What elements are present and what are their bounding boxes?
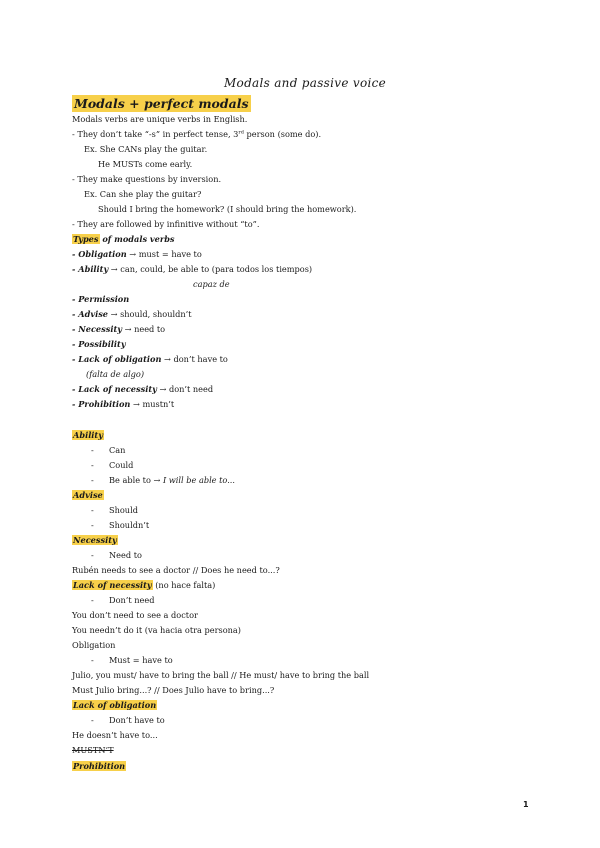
prohibition-heading: Prohibition [73,761,126,771]
types-heading: Types of modals verbs [73,234,175,244]
page-title: Modals and passive voice [223,76,387,90]
lack-necessity-example-1: You don’t need to see a doctor [72,610,198,620]
type-possibility: - Possibility [72,339,126,349]
intro-line-7: Should I bring the homework? (I should bring the homework). [98,204,357,214]
type-advise: - Advise → should, shouldn’t [72,309,192,319]
main-heading: Modals + perfect modals [74,96,249,111]
list-item: - Must = have to [91,655,173,665]
type-lack-of-obligation: - Lack of obligation → don’t have to [72,354,228,364]
type-lack-of-necessity: - Lack of necessity → don’t need [72,384,214,394]
list-item: - Don’t need [91,595,155,605]
type-permission: - Permission [72,294,130,304]
obligation-example-1: Julio, you must/ have to bring the ball // He must/ have to bring the ball [72,670,370,680]
lack-obligation-example: He doesn’t have to... [72,730,158,740]
obligation-example-2: Must Julio bring...? // Does Julio have to bring...? [72,685,275,695]
list-item: - Need to [91,550,142,560]
ability-note: capaz de [193,279,230,289]
page-number: 1 [523,800,529,809]
type-necessity: - Necessity → need to [72,324,166,334]
list-item: - Shouldn’t [91,520,150,530]
intro-line-6: Ex. Can she play the guitar? [84,189,202,199]
type-obligation: - Obligation → must = have to [72,249,202,259]
list-item: - Should [91,505,138,515]
list-item: - Could [91,460,134,470]
ability-heading: Ability [73,430,103,440]
necessity-heading: Necessity [73,535,117,545]
list-item: - Don’t have to [91,715,165,725]
type-prohibition: - Prohibition → mustn’t [72,399,175,409]
intro-line-4: He MUSTs come early. [98,159,193,169]
lack-necessity-example-2: You needn’t do it (va hacia otra persona) [72,625,241,635]
type-ability: - Ability → can, could, be able to (para todos los tiempos) [72,264,313,274]
obligation-heading: Obligation [72,640,116,650]
advise-heading: Advise [73,490,103,500]
intro-line-1: Modals verbs are unique verbs in English. [72,114,248,124]
intro-line-5: - They make questions by inversion. [72,174,222,184]
lack-of-obligation-heading: Lack of obligation [73,700,157,710]
lack-of-necessity-heading: Lack of necessity (no hace falta) [73,580,216,590]
necessity-example: Rubén needs to see a doctor // Does he need to...? [72,565,280,575]
struck-text: MUSTN’T [72,745,114,755]
intro-line-2: - They don’t take “-s” in perfect tense, 3rd person (some do). [72,129,322,139]
intro-line-8: - They are followed by infinitive without “to”. [72,219,260,229]
lack-note: (falta de algo) [86,369,145,379]
list-item: - Be able to → I will be able to... [91,475,236,485]
intro-line-3: Ex. She CANs play the guitar. [84,144,208,154]
list-item: - Can [91,445,126,455]
